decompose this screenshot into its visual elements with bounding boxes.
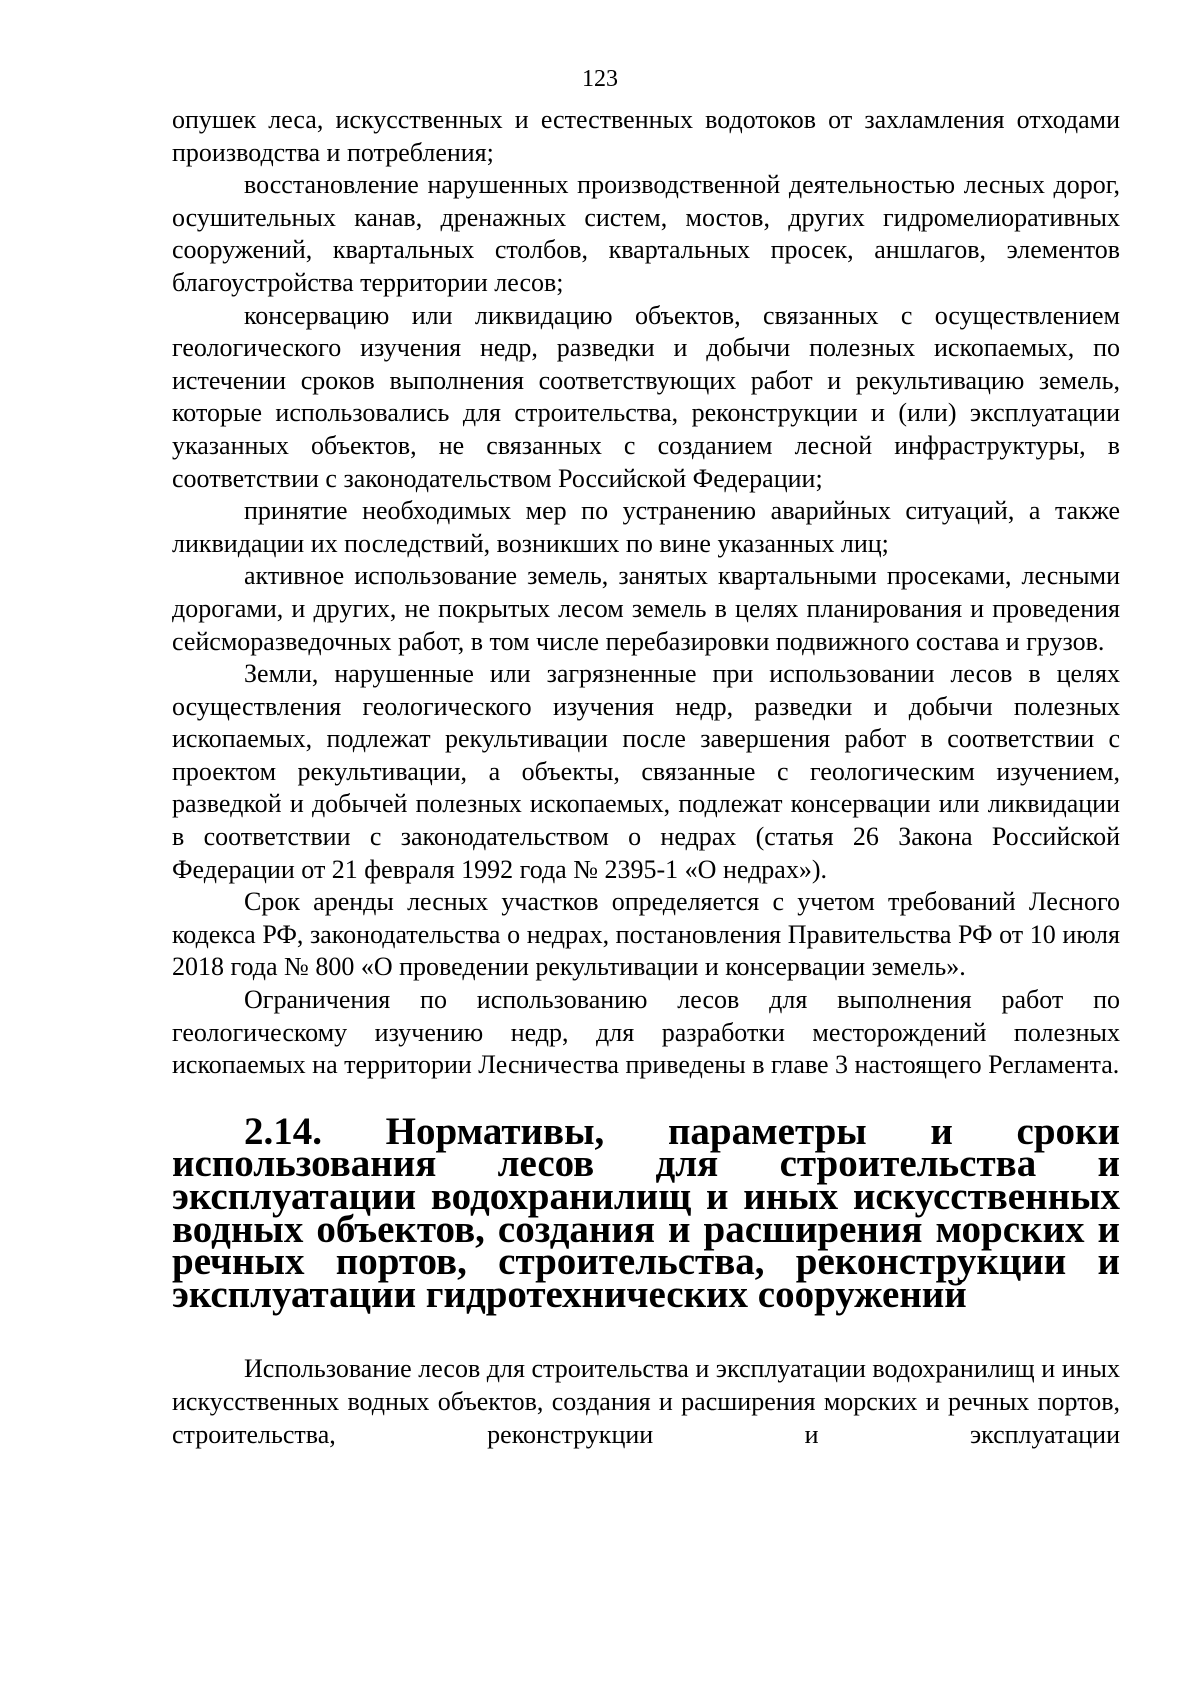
section-heading: 2.14. Нормативы, параметры и сроки использования лесов для строительства и эксплуатации водохранилищ и иных искусственных водных объектов, создания и расширения морских и речных портов, строительства, реконструкции и эксплуатации гидротехнических сооружений [172,1109,1120,1316]
paragraph-emergency: принятие необходимых мер по устранению аварийных ситуаций, а также ликвидации их последствий, возникших по вине указанных лиц; [172,496,1120,558]
paragraph-restrictions: Ограничения по использованию лесов для выполнения работ по геологическому изучению недр, для разработки месторождений полезных ископаемых на территории Лесничества приведены в главе 3 настоящего Регламента. [172,985,1120,1080]
paragraph-lease-term: Срок аренды лесных участков определяется с учетом требований Лесного кодекса РФ, законодательства о недрах, постановления Правительства РФ от 10 июля 2018 года № 800 «О проведении рекультивации и консервации земель». [172,887,1120,982]
document-body [172,104,1120,1451]
section-body-paragraph: Использование лесов для строительства и эксплуатации водохранилищ и иных искусственных водных объектов, создания и расширения морских и речных портов, строительства, реконструкции и эксплуатации [172,1354,1120,1449]
paragraph-land-use: активное использование земель, занятых квартальными просеками, лесными дорогами, и других, не покрытых лесом земель в целях планирования и проведения сейсморазведочных работ, в том числе перебазировки подвижного состава и грузов. [172,561,1120,656]
paragraph-recultivation: Земли, нарушенные или загрязненные при использовании лесов в целях осуществления геологического изучения недр, разведки и добычи полезных ископаемых, подлежат рекультивации после завершения работ в соответствии с проектом рекультивации, а объекты, связанные с геологическим изучением, разведкой и добычей полезных ископаемых, подлежат консервации или ликвидации в соответствии с законодательством о недрах (статья 26 Закона Российской Федерации от 21 февраля 1992 года № 2395-1 «О недрах»). [172,659,1120,884]
page-number: 123 [582,66,618,92]
paragraph-conservation: консервацию или ликвидацию объектов, связанных с осуществлением геологического изучения недр, разведки и добычи полезных ископаемых, по истечении сроков выполнения соответствующих работ и рекультивацию земель, которые использовались для строительства, реконструкции и (или) эксплуатации указанных объектов, не связанных с созданием лесной инфраструктуры, в соответствии с законодательством Российской Федерации; [172,300,1120,493]
paragraph-restoration: восстановление нарушенных производственной деятельностью лесных дорог, осушительных канав, дренажных систем, мостов, других гидромелиоративных сооружений, квартальных столбов, квартальных просек, аншлагов, элементов благоустройства территории лесов; [172,170,1120,297]
paragraph-continuation: опушек леса, искусственных и естественных водотоков от захламления отходами производства и потребления; [172,105,1120,167]
